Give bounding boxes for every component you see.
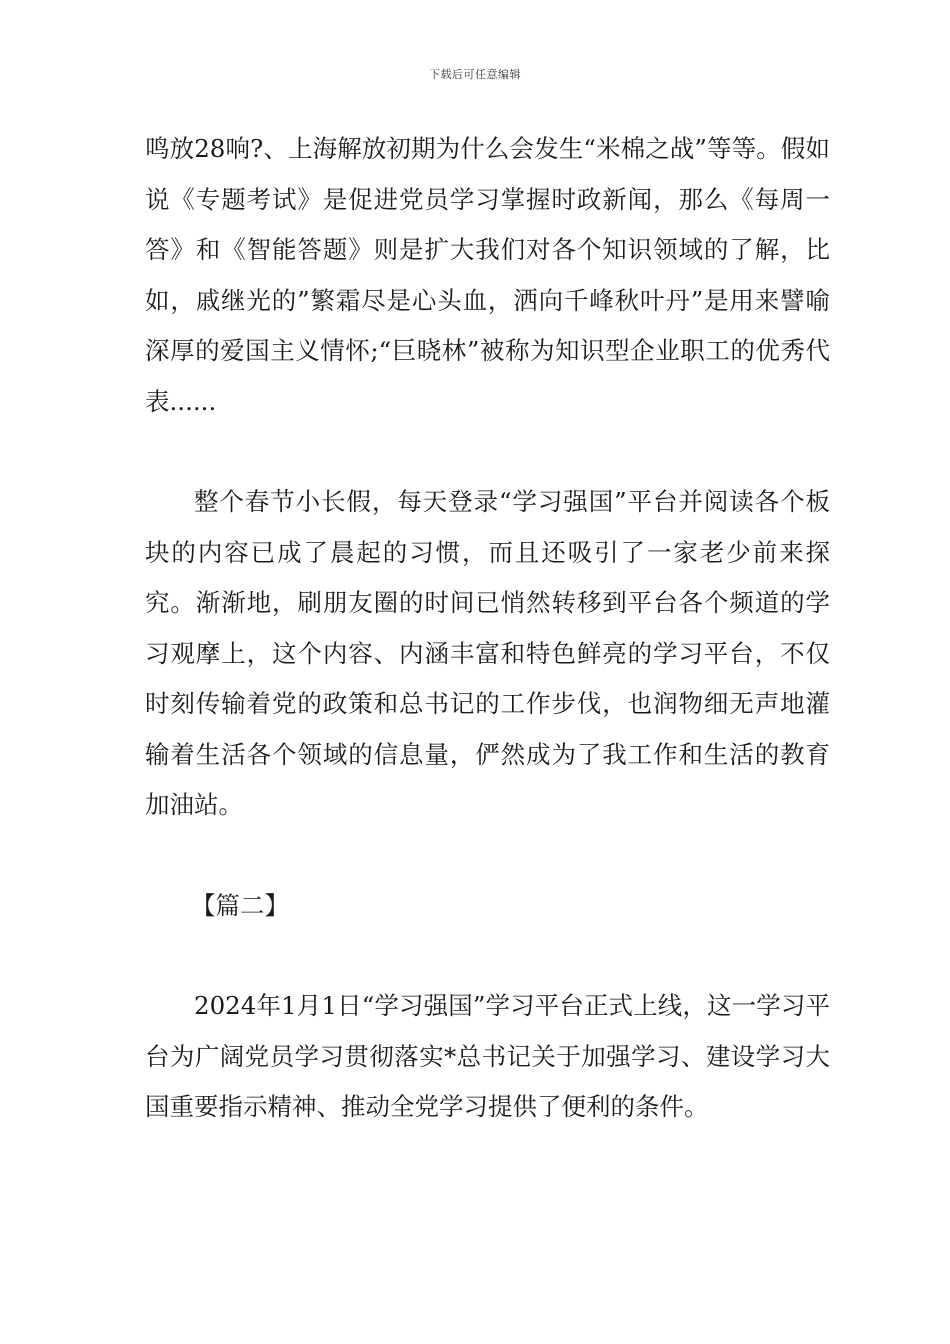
paragraph-gap	[145, 831, 830, 881]
paragraph-continuation: 鸣放28响?、上海解放初期为什么会发生“米棉之战”等等。假如说《专题考试》是促进党员学习掌握时政新闻，那么《每周一答》和《智能答题》则是扩大我们对各个知识领域的了解，比如，戚继光的”繁霜尽是心头血，洒向千峰秋叶丹”是用来譬喻深厚的爱国主义情怀;“巨晓林”被称为知识型企业职工的优秀代表......	[145, 134, 830, 416]
paragraph-gap	[145, 427, 830, 477]
section-heading: 【篇二】	[191, 890, 289, 920]
document-body	[145, 124, 830, 1133]
paragraph-platform-launch: 2024年1月1日“学习强国”学习平台正式上线，这一学习平台为广阔党员学习贯彻落实*总书记关于加强学习、建设学习大国重要指示精神、推动全党学习提供了便利的条件。	[145, 991, 830, 1121]
page-header-note: 下载后可任意编辑	[429, 68, 521, 81]
paragraph-gap	[145, 931, 830, 981]
paragraph-spring-festival: 整个春节小长假，每天登录“学习强国”平台并阅读各个板块的内容已成了晨起的习惯，而且还吸引了一家老少前来探究。渐渐地，刷朋友圈的时间已悄然转移到平台各个频道的学习观摩上，这个内容、内涵丰富和特色鲜亮的学习平台，不仅时刻传输着党的政策和总书记的工作步伐，也润物细无声地灌输着生活各个领域的信息量，俨然成为了我工作和生活的教育加油站。	[145, 487, 830, 819]
